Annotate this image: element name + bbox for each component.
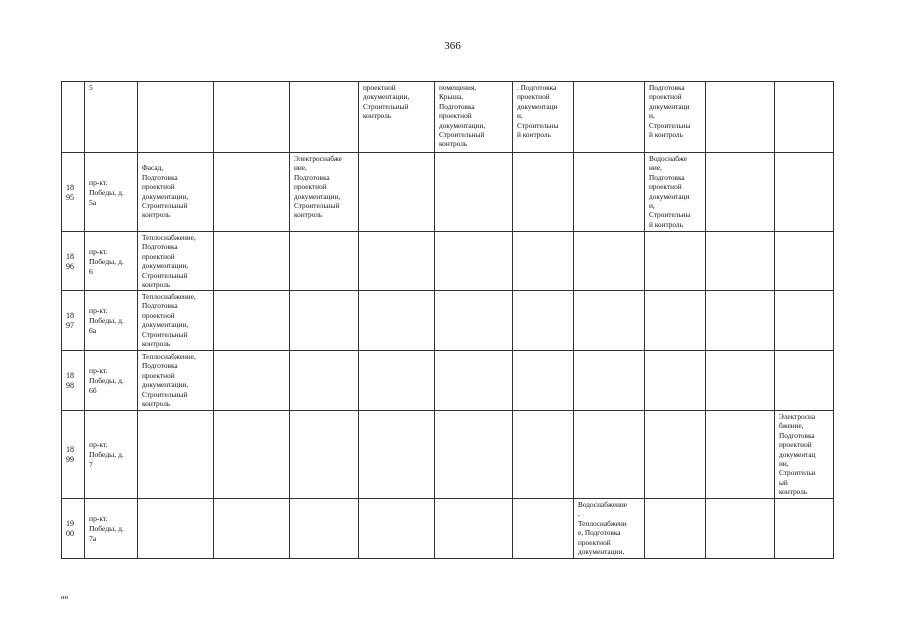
work-type-cell	[513, 153, 574, 232]
work-type-cell: Теплоснабжение, Подготовка проектной документации, Строительный контроль	[138, 291, 214, 351]
work-type-cell: помещения, Крыша, Подготовка проектной документации, Строительный контроль	[435, 82, 513, 153]
table-row	[62, 153, 834, 232]
work-type-cell	[359, 411, 435, 499]
work-type-cell	[775, 499, 834, 559]
work-type-cell	[513, 291, 574, 351]
row-number-cell: 18 98	[62, 351, 85, 411]
table-row	[62, 411, 834, 499]
work-type-cell	[706, 82, 775, 153]
row-number-cell: 18 99	[62, 411, 85, 499]
table-row	[62, 499, 834, 559]
work-type-cell	[706, 351, 775, 411]
work-type-cell	[513, 232, 574, 291]
work-type-cell	[775, 153, 834, 232]
row-number-cell: 18 97	[62, 291, 85, 351]
work-type-cell: Теплоснабжение, Подготовка проектной документации, Строительный контроль	[138, 232, 214, 291]
work-type-cell	[775, 351, 834, 411]
work-type-cell	[290, 351, 359, 411]
work-type-cell	[290, 291, 359, 351]
work-type-cell	[574, 153, 645, 232]
work-type-cell	[138, 411, 214, 499]
work-type-cell	[214, 82, 290, 153]
work-type-cell	[435, 153, 513, 232]
schedule-table	[61, 81, 834, 559]
work-type-cell: Водоснабжение , Теплоснабжени е, Подготовка проектной документации,	[574, 499, 645, 559]
work-type-cell	[775, 82, 834, 153]
work-type-cell: Электросна бжение, Подготовка проектной документац ии, Строительн ый контроль	[775, 411, 834, 499]
table-row	[62, 291, 834, 351]
work-type-cell	[435, 232, 513, 291]
work-type-cell	[775, 232, 834, 291]
work-type-cell	[706, 291, 775, 351]
work-type-cell: проектной документации, Строительный контроль	[359, 82, 435, 153]
work-type-cell	[574, 232, 645, 291]
work-type-cell	[290, 82, 359, 153]
row-number-cell	[62, 82, 85, 153]
table-row	[62, 351, 834, 411]
page-number: 366	[444, 40, 461, 52]
work-type-cell	[435, 351, 513, 411]
work-type-cell	[290, 499, 359, 559]
work-type-cell	[513, 499, 574, 559]
address-cell: пр-кт. Победы, д. 5а	[85, 153, 138, 232]
work-type-cell	[574, 351, 645, 411]
row-number-cell: 18 95	[62, 153, 85, 232]
work-type-cell	[435, 291, 513, 351]
work-type-cell	[214, 153, 290, 232]
work-type-cell	[214, 411, 290, 499]
work-type-cell	[574, 291, 645, 351]
work-type-cell	[435, 499, 513, 559]
row-number-cell: 18 96	[62, 232, 85, 291]
work-type-cell: Водоснабже ние, Подготовка проектной документаци и, Строительны й контроль	[645, 153, 706, 232]
work-type-cell	[645, 499, 706, 559]
row-number-cell: 19 00	[62, 499, 85, 559]
work-type-cell	[214, 291, 290, 351]
work-type-cell	[359, 499, 435, 559]
work-type-cell	[706, 153, 775, 232]
address-cell: пр-кт. Победы, д. 6б	[85, 351, 138, 411]
work-type-cell: Фасад, Подготовка проектной документации, Строительный контроль	[138, 153, 214, 232]
work-type-cell	[214, 232, 290, 291]
work-type-cell	[775, 291, 834, 351]
work-type-cell: Теплоснабжение, Подготовка проектной документации, Строительный контроль	[138, 351, 214, 411]
work-type-cell	[645, 232, 706, 291]
footer-note: нн	[61, 594, 68, 601]
work-type-cell	[706, 232, 775, 291]
work-type-cell	[359, 232, 435, 291]
work-type-cell	[214, 351, 290, 411]
work-type-cell	[435, 411, 513, 499]
work-type-cell	[359, 351, 435, 411]
work-type-cell: Электроснабже ние, Подготовка проектной документации, Строительный контроль	[290, 153, 359, 232]
address-cell: пр-кт. Победы, д. 6	[85, 232, 138, 291]
work-type-cell	[214, 499, 290, 559]
work-type-cell	[574, 82, 645, 153]
address-cell: пр-кт. Победы, д. 6а	[85, 291, 138, 351]
table-row	[62, 232, 834, 291]
address-cell: 5	[85, 82, 138, 153]
work-type-cell	[359, 291, 435, 351]
table-row	[62, 82, 834, 153]
work-type-cell	[574, 411, 645, 499]
work-type-cell	[645, 351, 706, 411]
work-type-cell	[290, 411, 359, 499]
work-type-cell	[290, 232, 359, 291]
address-cell: пр-кт. Победы, д. 7а	[85, 499, 138, 559]
work-type-cell	[645, 411, 706, 499]
work-type-cell: . Подготовка проектной документаци и, Строительны й контроль	[513, 82, 574, 153]
work-type-cell	[706, 499, 775, 559]
work-type-cell	[138, 82, 214, 153]
work-type-cell	[645, 291, 706, 351]
address-cell: пр-кт. Победы, д. 7	[85, 411, 138, 499]
work-type-cell	[706, 411, 775, 499]
work-type-cell	[359, 153, 435, 232]
work-type-cell	[513, 351, 574, 411]
work-type-cell	[138, 499, 214, 559]
work-type-cell	[513, 411, 574, 499]
work-type-cell: Подготовка проектной документаци и, Строительны й контроль	[645, 82, 706, 153]
